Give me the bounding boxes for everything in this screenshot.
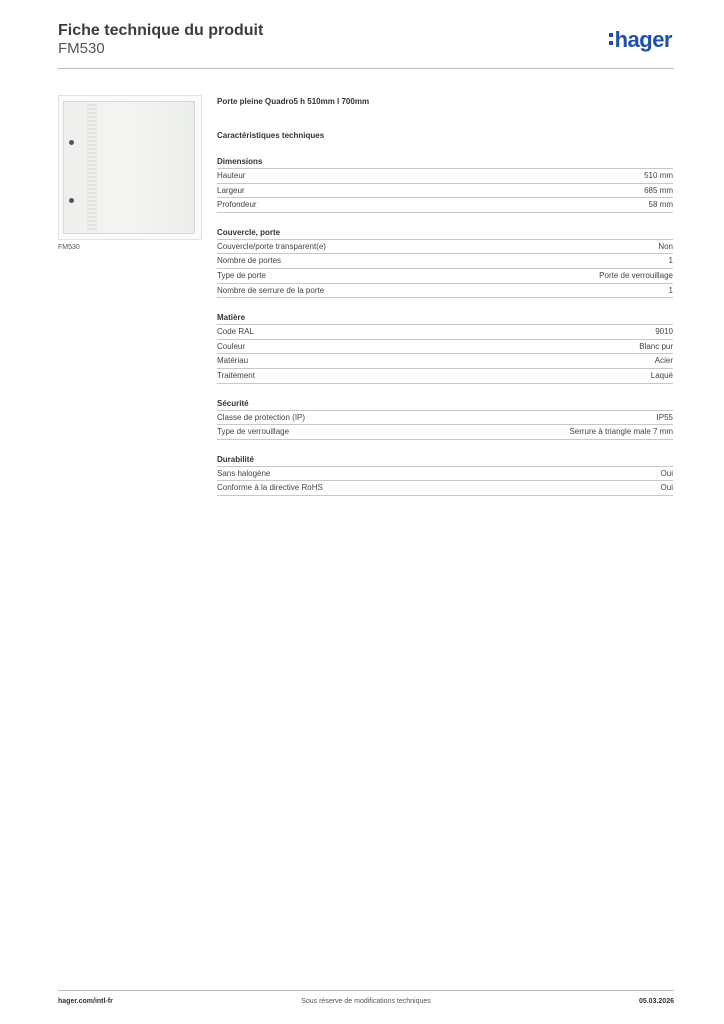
spec-value: 685 mm <box>644 185 673 195</box>
spec-row <box>217 369 673 384</box>
product-image <box>58 95 202 240</box>
spec-label: Nombre de portes <box>217 256 282 266</box>
spec-value: 9010 <box>655 327 673 337</box>
section-title: Durabilité <box>217 453 673 467</box>
page-header <box>58 20 674 68</box>
document-title: Fiche technique du produit <box>58 22 264 39</box>
spec-row <box>217 325 673 340</box>
spec-row <box>217 254 673 269</box>
footer-website-link[interactable]: hager.com/intl-fr <box>58 998 113 1005</box>
footer-divider <box>58 990 674 991</box>
product-name: Porte pleine Quadro5 h 510mm l 700mm <box>217 97 370 106</box>
spec-value: Serrure à triangle male 7 mm <box>569 427 673 437</box>
spec-row <box>217 284 673 299</box>
spec-label: Type de verrouillage <box>217 427 290 437</box>
spec-value: Oui <box>660 483 673 493</box>
section-title: Couvercle, porte <box>217 226 673 240</box>
spec-label: Matériau <box>217 356 249 366</box>
spec-value: Porte de verrouillage <box>599 270 673 280</box>
hinge-dot-icon <box>69 140 74 145</box>
spec-row <box>217 467 673 482</box>
spec-sections <box>217 155 673 496</box>
product-specs <box>217 96 673 496</box>
logo-dots-icon <box>609 33 613 45</box>
spec-label: Couleur <box>217 341 246 351</box>
hager-logo <box>609 27 672 53</box>
spec-label: Sans halogène <box>217 468 271 478</box>
spec-section <box>217 226 673 298</box>
spec-label: Profondeur <box>217 200 257 210</box>
spec-label: Classe de protection (IP) <box>217 412 306 422</box>
header-divider <box>58 68 674 69</box>
spec-row <box>217 340 673 355</box>
spec-label: Conforme à la directive RoHS <box>217 483 323 493</box>
spec-label: Largeur <box>217 185 245 195</box>
spec-label: Code RAL <box>217 327 254 337</box>
spec-row <box>217 425 673 440</box>
footer-date: 05.03.2026 <box>638 998 674 1005</box>
spec-value: 510 mm <box>644 171 673 180</box>
footer-notice: Sous réserve de modifications techniques <box>301 998 431 1005</box>
spec-value: Oui <box>660 468 673 478</box>
logo-text: hager <box>614 27 672 52</box>
section-title: Sécurité <box>217 397 673 411</box>
spec-section <box>217 155 673 213</box>
spec-label: Type de porte <box>217 270 266 280</box>
spec-row <box>217 269 673 284</box>
spec-value: Non <box>658 241 673 251</box>
door-panel-illustration <box>63 101 195 234</box>
spec-value: 1 <box>668 285 673 295</box>
spec-row <box>217 481 673 496</box>
spec-value: Blanc pur <box>639 341 673 351</box>
spec-row <box>217 184 673 199</box>
spec-label: Traitement <box>217 370 255 380</box>
spec-section <box>217 453 673 496</box>
spec-label: Couvercle/porte transparent(e) <box>217 241 326 251</box>
specs-heading: Caractéristiques techniques <box>217 131 325 140</box>
spec-value: Laqué <box>650 370 673 380</box>
spec-label: Hauteur <box>217 171 246 180</box>
image-caption: FM530 <box>58 244 80 251</box>
hinge-dot-icon <box>69 198 74 203</box>
section-title: Matière <box>217 311 673 325</box>
spec-row <box>217 354 673 369</box>
spec-section <box>217 397 673 440</box>
spec-value: 1 <box>668 256 673 266</box>
product-reference: FM530 <box>58 40 105 57</box>
spec-row <box>217 198 673 213</box>
spec-section <box>217 311 673 383</box>
section-title: Dimensions <box>217 155 673 169</box>
spec-value: IP55 <box>656 412 673 422</box>
spec-value: Acier <box>654 356 673 366</box>
spec-row <box>217 240 673 255</box>
spec-value: 58 mm <box>648 200 673 210</box>
spec-row <box>217 169 673 184</box>
spec-row <box>217 411 673 426</box>
spec-label: Nombre de serrure de la porte <box>217 285 325 295</box>
door-strip <box>87 104 97 230</box>
